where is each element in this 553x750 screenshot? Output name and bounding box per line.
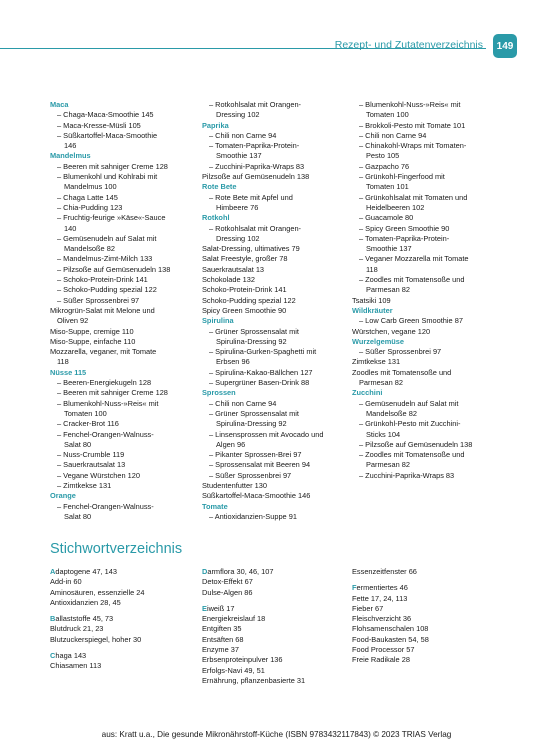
index-entry: – Grüner Sprossensalat mit	[209, 408, 299, 418]
index-entry: – Cracker-Brot 116	[57, 419, 119, 429]
index-entry: – Süßkartoffel-Maca-Smoothie	[57, 130, 158, 140]
keyword-text: Entsäften 68	[202, 634, 244, 644]
index-entry: – Schoko-Pudding spezial 122	[57, 285, 157, 295]
index-entry: – Antioxidanzien-Suppe 91	[209, 511, 297, 521]
section-title: Stichwortverzeichnis	[50, 541, 183, 557]
keyword-entry	[352, 583, 507, 593]
index-entry: – Chinakohl-Wraps mit Tomaten-	[359, 141, 467, 151]
index-entry: Dressing 102	[216, 110, 260, 120]
index-entry: – Grünkohlsalat mit Tomaten und	[359, 192, 468, 202]
index-heading: Sprossen	[202, 388, 236, 398]
index-entry: Tomaten 101	[366, 182, 409, 192]
index-entry: Sticks 104	[366, 429, 401, 439]
index-entry: 118	[57, 357, 69, 367]
keyword-text: Ernährung, pflanzenbasierte 31	[202, 675, 306, 685]
index-entry: – Rote Bete mit Apfel und	[209, 192, 293, 202]
index-heading: Mandelmus	[50, 151, 91, 161]
keyword-entry	[202, 645, 350, 655]
index-entry: – Veganer Mozzarella mit Tomate	[359, 254, 469, 264]
keyword-entry	[50, 624, 200, 634]
index-entry: – Low Carb Green Smoothie 87	[359, 316, 463, 326]
index-entry: Spicy Green Smoothie 90	[202, 305, 287, 315]
index-entry: Salat 80	[64, 511, 92, 521]
index-entry: Salat Freestyle, großer 78	[202, 254, 288, 264]
keyword-entry	[352, 594, 507, 604]
initial-letter: E	[202, 603, 207, 613]
keyword-text: Freie Radikale 28	[352, 655, 410, 665]
initial-letter: B	[50, 614, 56, 624]
index-entry: – Maca-Kresse-Müsli 105	[57, 120, 141, 130]
index-entry: Spirulina-Dressing 92	[216, 419, 287, 429]
index-entry: – Brokkoli-Pesto mit Tomate 101	[359, 120, 466, 130]
index-entry: Parmesan 82	[359, 378, 403, 388]
index-entry: – Pilzsoße auf Gemüsenudeln 138	[57, 264, 171, 274]
index-entry: Schoko-Protein-Drink 141	[202, 285, 287, 295]
index-entry: Tsatsiki 109	[352, 295, 391, 305]
keyword-entry	[202, 614, 350, 624]
keyword-entry	[50, 598, 200, 608]
keyword-text: daptogene 47, 143	[55, 567, 117, 576]
index-entry: – Chili non Carne 94	[359, 130, 427, 140]
index-heading: Wildkräuter	[352, 305, 393, 315]
index-entry: – Süßer Sprossenbrei 97	[209, 470, 292, 480]
keyword-entry	[202, 567, 350, 577]
index-entry: 140	[64, 223, 77, 233]
index-entry: – Rotkohlsalat mit Orangen-	[209, 100, 302, 109]
index-entry: – Fenchel-Orangen-Walnuss-	[57, 501, 154, 511]
initial-letter: C	[50, 651, 56, 661]
index-entry: Oliven 92	[57, 316, 89, 326]
index-heading: Orange	[50, 491, 76, 501]
keyword-entry	[50, 588, 200, 598]
index-entry: Pilzsoße auf Gemüsenudeln 138	[202, 172, 310, 182]
index-entry: – Zoodles mit Tomatensoße und	[359, 275, 465, 285]
keyword-text: haga 143	[55, 651, 87, 661]
keyword-text: Energiekreislauf 18	[202, 614, 266, 624]
index-entry: – Fenchel-Orangen-Walnuss-	[57, 429, 154, 439]
index-entry: – Grünkohl-Pesto mit Zucchini-	[359, 419, 461, 429]
index-entry: 146	[64, 141, 77, 151]
index-entry: – Spicy Green Smoothie 90	[359, 223, 450, 233]
index-entry: – Chaga Latte 145	[57, 192, 118, 202]
keyword-text: ermentiertes 46	[356, 583, 408, 593]
keyword-entry	[352, 604, 507, 614]
index-entry: – Beeren mit sahniger Creme 128	[57, 388, 168, 398]
keyword-text: Essenzeitfenster 66	[352, 567, 417, 576]
index-entry: Pesto 105	[366, 151, 400, 161]
index-entry: Smoothie 137	[216, 151, 262, 161]
index-entry: – Gazpacho 76	[359, 161, 410, 171]
index-entry: – Blumenkohl-Nuss-»Reis« mit	[57, 398, 159, 408]
index-entry: – Linsensprossen mit Avocado und	[209, 429, 324, 439]
keyword-entry	[202, 604, 350, 614]
index-entry: – Guacamole 80	[359, 213, 414, 223]
index-entry: – Chili non Carne 94	[209, 398, 277, 408]
index-entry: – Nuss-Crumble 119	[57, 450, 125, 460]
index-heading: Rotkohl	[202, 213, 230, 223]
keyword-text: Dulse-Algen 86	[202, 587, 253, 597]
index-entry: – Beeren mit sahniger Creme 128	[57, 161, 168, 171]
index-entry: – Chia-Pudding 123	[57, 202, 123, 212]
keyword-entry	[50, 651, 200, 661]
index-entry: – Zucchini-Paprika-Wraps 83	[359, 470, 455, 480]
keyword-entry	[50, 661, 200, 671]
keyword-text: Food Processor 57	[352, 645, 415, 655]
index-entry: Zimtkekse 131	[352, 357, 401, 367]
keyword-text: iweiß 17	[206, 603, 235, 613]
keyword-entry	[202, 655, 350, 665]
keyword-text: Erfolgs-Navi 49, 51	[202, 665, 265, 675]
index-entry: Würstchen, vegane 120	[352, 326, 431, 336]
index-entry: – Pikanter Sprossen-Brei 97	[209, 450, 302, 460]
index-entry: – Pilzsoße auf Gemüsenudeln 138	[359, 439, 473, 449]
keyword-entry	[202, 624, 350, 634]
keyword-text: Enzyme 37	[202, 645, 239, 655]
index-entry: – Blumenkohl-Nuss-»Reis« mit	[359, 100, 461, 109]
keyword-entry	[50, 577, 200, 587]
initial-letter: F	[352, 583, 357, 593]
keyword-entry	[202, 588, 350, 598]
index-entry: – Grüner Sprossensalat mit	[209, 326, 299, 336]
index-entry: Mandelmus 100	[64, 182, 117, 192]
index-entry: – Zimtkekse 131	[57, 480, 112, 490]
keyword-column-1	[50, 567, 200, 672]
index-entry: – Supergrüner Basen-Drink 88	[209, 378, 310, 388]
keyword-entry	[202, 577, 350, 587]
index-entry: Parmesan 82	[366, 285, 410, 295]
index-entry: Sauerkrautsalat 13	[202, 264, 265, 274]
keyword-text: Aminosäuren, essenzielle 24	[50, 587, 145, 597]
index-entry: Heidelbeeren 102	[366, 202, 425, 212]
keyword-text: Flohsamenschalen 108	[352, 624, 429, 634]
index-entry: – Blumenkohl und Kohlrabi mit	[57, 172, 158, 182]
keyword-entry	[352, 635, 507, 645]
index-entry: – Zoodles mit Tomatensoße und	[359, 450, 465, 460]
keyword-text: Blutdruck 21, 23	[50, 624, 104, 634]
index-heading: Wurzelgemüse	[352, 336, 405, 346]
index-entry: – Tomaten-Paprika-Protein-	[209, 141, 300, 151]
keyword-text: Antioxidanzien 28, 45	[50, 597, 121, 607]
index-heading: Nüsse 115	[50, 367, 87, 377]
index-entry: 118	[366, 264, 378, 274]
index-entry: Mandelsoße 82	[64, 244, 115, 254]
index-entry: – Chili non Carne 94	[209, 130, 277, 140]
keyword-text: Detox-Effekt 67	[202, 577, 253, 587]
index-entry: Mikrogrün-Salat mit Melone und	[50, 305, 155, 315]
index-entry: Miso-Suppe, cremige 110	[50, 326, 134, 336]
source-footer: aus: Kratt u.a., Die gesunde Mikronährstoff-Küche (ISBN 9783432117843) © 2023 TRIAS Verlag	[101, 730, 452, 739]
index-entry: – Gemüsenudeln auf Salat mit	[57, 233, 157, 243]
keyword-entry	[352, 567, 507, 577]
index-entry: – Sauerkrautsalat 13	[57, 460, 126, 470]
index-entry: Zoodles mit Tomatensoße und	[352, 367, 452, 377]
index-heading: Rote Bete	[202, 182, 237, 192]
index-entry: – Mandelmus-Zimt-Milch 133	[57, 254, 153, 264]
index-entry: Dressing 102	[216, 233, 260, 243]
index-entry: – Vegane Würstchen 120	[57, 470, 140, 480]
index-entry: Tomaten 100	[64, 408, 107, 418]
initial-letter: A	[50, 567, 56, 576]
index-entry: Mozzarella, veganer, mit Tomate	[50, 347, 157, 357]
index-entry: – Zucchini-Paprika-Wraps 83	[209, 161, 305, 171]
index-entry: Miso-Suppe, einfache 110	[50, 336, 136, 346]
index-entry: – Fruchtig-feurige »Käse«-Sauce	[57, 213, 166, 223]
index-entry: Parmesan 82	[366, 460, 410, 470]
keyword-text: Add-in 60	[50, 577, 82, 587]
keyword-text: Erbsenproteinpulver 136	[202, 655, 283, 665]
initial-letter: D	[202, 567, 208, 576]
index-heading: Zucchini	[352, 388, 383, 398]
index-entry: – Süßer Sprossenbrei 97	[359, 347, 442, 357]
index-entry: – Spirulina-Gurken-Spaghetti mit	[209, 347, 317, 357]
index-entry: – Spirulina-Kakao-Bällchen 127	[209, 367, 313, 377]
index-entry: – Beeren-Energiekugeln 128	[57, 378, 152, 388]
keyword-entry	[50, 614, 200, 624]
register-column-2	[202, 100, 350, 522]
index-entry: – Tomaten-Paprika-Protein-	[359, 233, 450, 243]
keyword-entry	[352, 624, 507, 634]
index-entry: Tomaten 100	[366, 110, 409, 120]
keyword-text: Fette 17, 24, 113	[352, 593, 408, 603]
keyword-entry	[352, 614, 507, 624]
index-entry: – Grünkohl-Fingerfood mit	[359, 172, 445, 182]
keyword-entry	[202, 635, 350, 645]
index-heading: Spirulina	[202, 316, 234, 326]
keyword-text: Chiasamen 113	[50, 661, 102, 671]
keyword-column-3	[352, 567, 507, 666]
index-entry: Salat-Dressing, ultimatives 79	[202, 244, 300, 254]
index-entry: Mandelsoße 82	[366, 408, 417, 418]
index-entry: Salat 80	[64, 439, 92, 449]
keyword-column-2	[202, 567, 350, 686]
page-number-badge: 149	[493, 34, 517, 58]
index-heading: Tomate	[202, 501, 228, 511]
keyword-entry	[202, 666, 350, 676]
index-entry: Süßkartoffel-Maca-Smoothie 146	[202, 491, 311, 501]
index-entry: Algen 96	[216, 439, 246, 449]
index-entry: Erbsen 96	[216, 357, 250, 367]
index-entry: – Gemüsenudeln auf Salat mit	[359, 398, 459, 408]
register-column-3	[352, 100, 507, 481]
index-entry: – Süßer Sprossenbrei 97	[57, 295, 140, 305]
keyword-text: Fleischverzicht 36	[352, 614, 412, 624]
index-entry: – Chaga-Maca-Smoothie 145	[57, 110, 154, 120]
keyword-text: Food-Baukasten 54, 58	[352, 634, 429, 644]
keyword-text: Entgiften 35	[202, 624, 242, 634]
keyword-entry	[352, 645, 507, 655]
keyword-entry	[202, 676, 350, 686]
index-entry: Schokolade 132	[202, 275, 256, 285]
index-entry: Schoko-Pudding spezial 122	[202, 295, 296, 305]
index-heading: Paprika	[202, 120, 229, 130]
keyword-entry	[50, 635, 200, 645]
index-entry: Spirulina-Dressing 92	[216, 336, 287, 346]
keyword-entry	[50, 567, 200, 577]
index-entry: – Sprossensalat mit Beeren 94	[209, 460, 311, 470]
index-entry: – Rotkohlsalat mit Orangen-	[209, 223, 302, 233]
keyword-text: armflora 30, 46, 107	[207, 567, 274, 576]
index-entry: – Schoko-Protein-Drink 141	[57, 275, 148, 285]
register-column-1	[50, 100, 200, 522]
index-entry: Himbeere 76	[216, 202, 259, 212]
running-header: Rezept- und Zutatenverzeichnis	[334, 39, 483, 51]
keyword-entry	[352, 655, 507, 665]
keyword-text: Fieber 67	[352, 603, 384, 613]
index-heading: Maca	[50, 100, 69, 109]
keyword-text: Blutzuckerspiegel, hoher 30	[50, 634, 142, 644]
index-entry: Smoothie 137	[366, 244, 412, 254]
keyword-text: allaststoffe 45, 73	[55, 614, 114, 624]
index-entry: Studentenfutter 130	[202, 480, 267, 490]
